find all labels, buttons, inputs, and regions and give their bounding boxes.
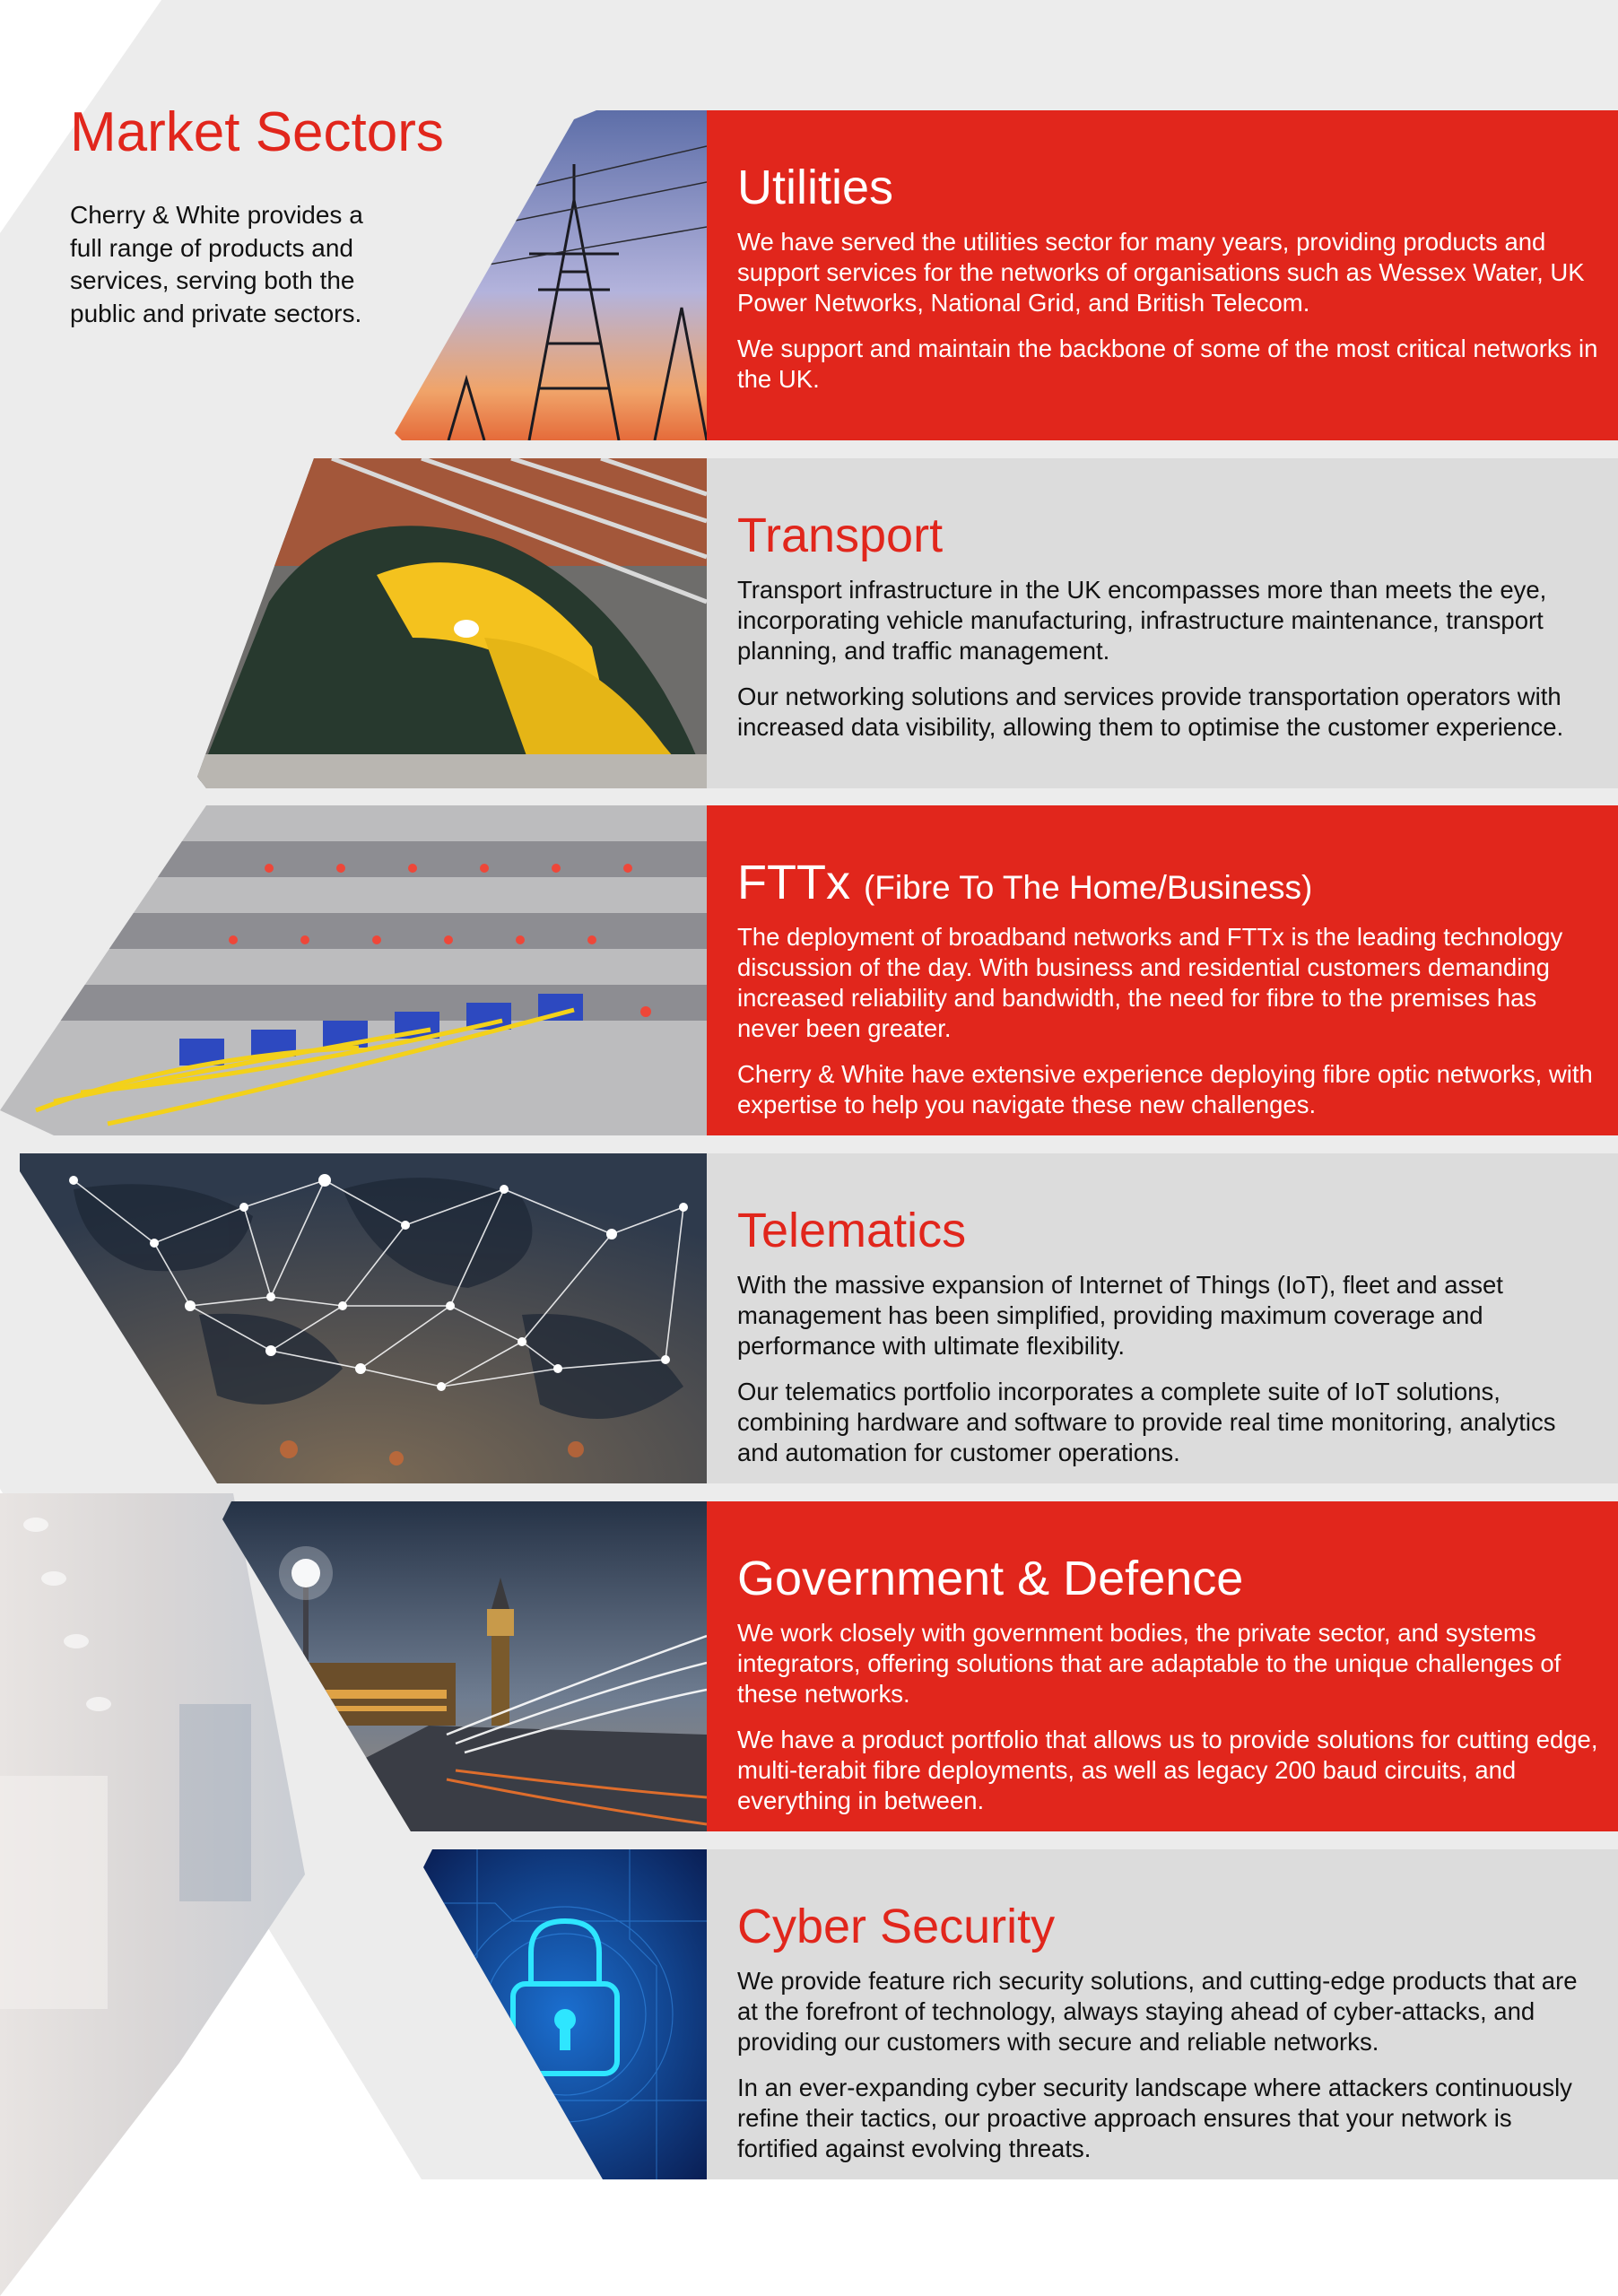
padlock-circuit-photo [423, 1849, 707, 2179]
sector-panel-utilities [707, 110, 1618, 440]
sector-paragraph: Our telematics portfolio incorporates a complete suite of IoT solutions, combining hardware and software to provide real time monitoring, analytics and automation for customer operations. [737, 1378, 1556, 1466]
sector-body [737, 227, 1598, 410]
sector-title-text: Cyber Security [737, 1900, 1056, 1953]
sector-paragraph: The deployment of broadband networks and FTTx is the leading technology discussion of the day. With business and residential customers demanding increased reliability and bandwidth, the need for fibre to the premises has never been greater. [737, 923, 1563, 1042]
sector-title [737, 1900, 1055, 1953]
sector-title [737, 1552, 1243, 1605]
sector-title [737, 509, 943, 562]
intro-paragraph: Cherry & White provides a full range of products and services, serving both the public and private sectors. [70, 201, 363, 327]
network-world-map-photo [20, 1153, 707, 1483]
sector-panel-cyber-security [707, 1849, 1618, 2179]
sector-body [737, 922, 1598, 1135]
sector-body [737, 1618, 1598, 1831]
fibre-optic-rack-photo [0, 805, 707, 1135]
sector-title-text: FTTx [737, 856, 850, 909]
sector-paragraph: Cherry & White have extensive experience deploying fibre optic networks, with expertise to help you navigate these new challenges. [737, 1060, 1593, 1118]
high-speed-train-photo [197, 458, 707, 788]
electricity-pylon-photo [395, 110, 707, 440]
sector-title-text: Transport [737, 509, 944, 562]
sector-body [737, 575, 1598, 758]
sector-paragraph: We provide feature rich security solutions, and cutting-edge products that are at the forefront of technology, always staying ahead of cyber-attacks, and providing our customers with secure and reliable networks. [737, 1967, 1578, 2056]
sector-title-text: Government & Defence [737, 1552, 1244, 1605]
sector-panel-fttx [707, 805, 1618, 1135]
sector-paragraph: We have served the utilities sector for many years, providing products and support services for the networks of organisations such as Wessex Water, UK Power Networks, National Grid, and British Telecom. [737, 228, 1585, 317]
sector-subtitle: (Fibre To The Home/Business) [863, 869, 1313, 906]
sector-body [737, 1966, 1598, 2179]
sector-title-text: Utilities [737, 161, 894, 214]
sector-paragraph: We work closely with government bodies, the private sector, and systems integrators, offering solutions that are adaptable to the unique challenges of these networks. [737, 1619, 1561, 1708]
page-title: Market Sectors [70, 101, 444, 163]
sector-panel-telematics [707, 1153, 1618, 1483]
sector-paragraph: We support and maintain the backbone of some of the most critical networks in the UK. [737, 335, 1598, 393]
sector-paragraph: Transport infrastructure in the UK encompasses more than meets the eye, incorporating vehicle manufacturing, infrastructure maintenance, transport planning, and traffic management. [737, 576, 1547, 665]
sector-paragraph: With the massive expansion of Internet of Things (IoT), fleet and asset management has been simplified, providing maximum coverage and performance with ultimate flexibility. [737, 1271, 1503, 1360]
sector-panel-transport [707, 458, 1618, 788]
sector-paragraph: We have a product portfolio that allows us to provide solutions for cutting edge, multi-terabit fibre deployments, as well as legacy 200 baud circuits, and everything in between. [737, 1726, 1598, 1814]
sector-title [737, 161, 893, 214]
sector-panel-government-defence [707, 1501, 1618, 1831]
sector-title-text: Telematics [737, 1204, 967, 1257]
sector-paragraph: Our networking solutions and services provide transportation operators with increased data visibility, allowing them to optimise the customer experience. [737, 683, 1564, 741]
sector-paragraph: In an ever-expanding cyber security landscape where attackers continuously refine their tactics, our proactive approach ensures that your network is fortified against evolving threats. [737, 2074, 1572, 2162]
sector-body [737, 1270, 1598, 1483]
sector-title [737, 1204, 966, 1257]
westminster-night-photo [222, 1501, 707, 1831]
sector-title [737, 856, 1312, 915]
